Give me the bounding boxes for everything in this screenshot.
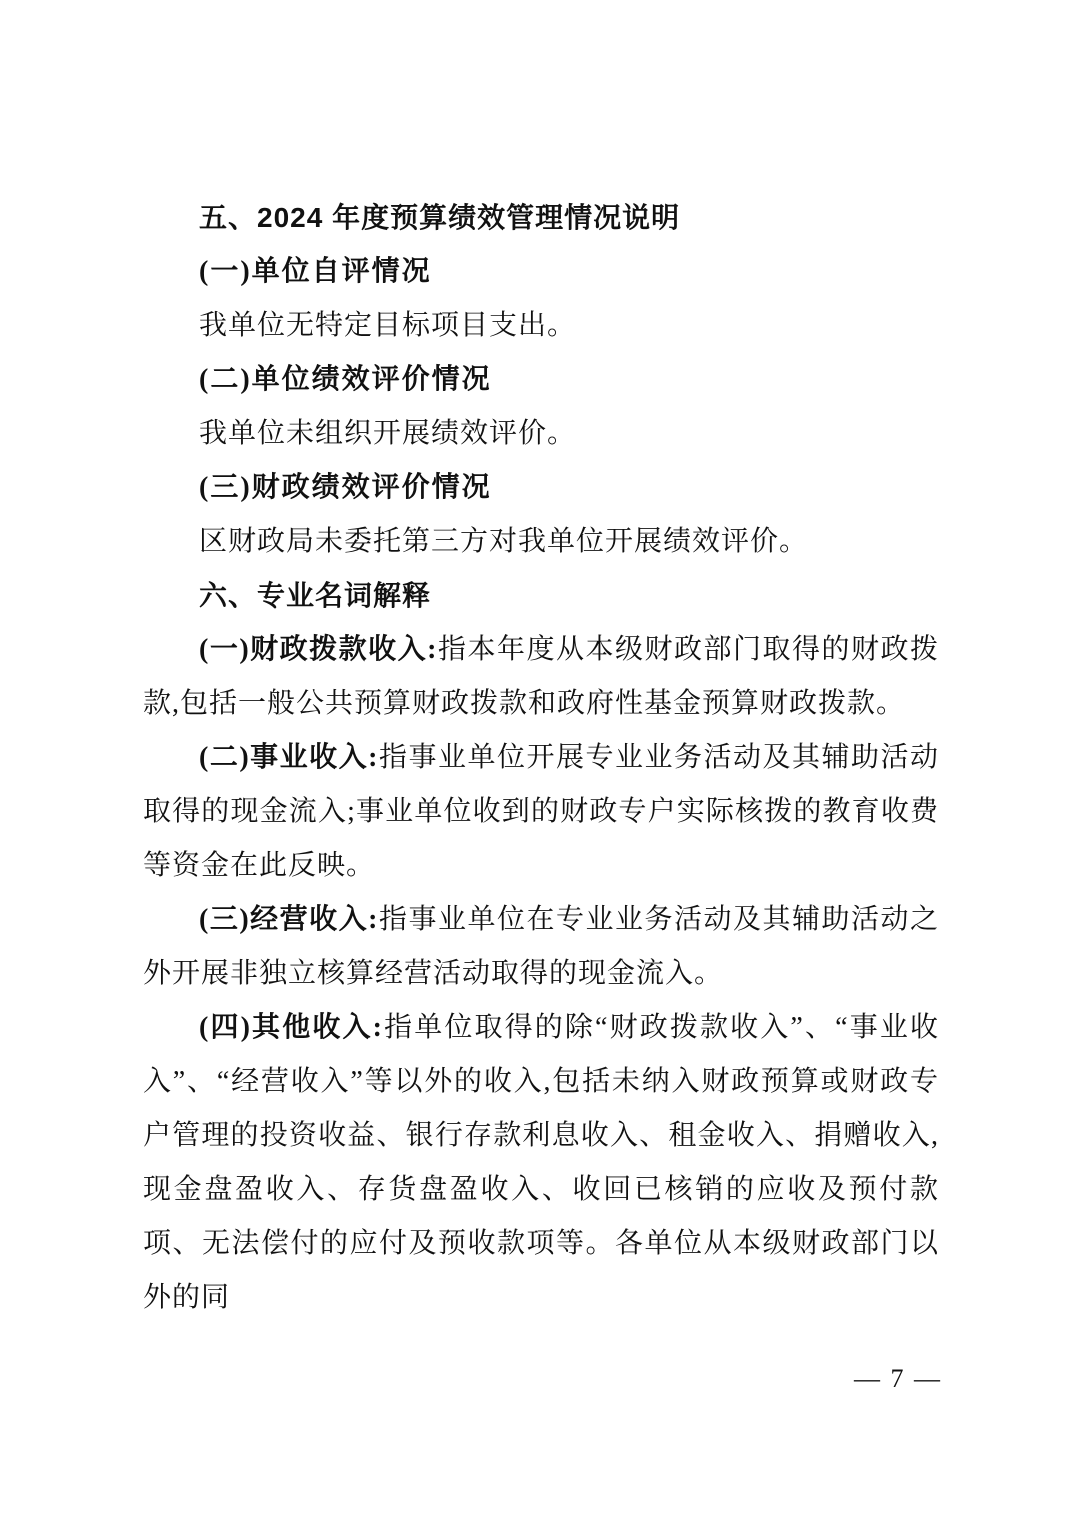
def-text-institutional-income: 指事业单位开展专业业务活动及其辅助活动取得的现金流入;事业单位收到的财政专户实际核拨的教育收费等资金在此反映。 [143,742,939,881]
heading-terminology-explanation: 六、专业名词解释 [199,580,432,611]
page-number: — 7 — [854,1364,942,1393]
def-business-income [143,893,939,1001]
def-term-business-income: (三)经营收入: [199,904,379,935]
def-institutional-income [143,731,939,893]
document-body [143,191,939,1325]
para-unit-performance-evaluation: 我单位未组织开展绩效评价。 [199,418,577,449]
subheading-unit-performance-evaluation: (二)单位绩效评价情况 [199,364,492,395]
heading-budget-performance-management: 五、2024 年度预算绩效管理情况说明 [199,202,681,233]
def-term-fiscal-appropriation-income: (一)财政拨款收入: [199,634,438,665]
def-text-other-income: 指单位取得的除“财政拨款收入”、“事业收入”、“经营收入”等以外的收入,包括未纳入财政预算或财政专户管理的投资收益、银行存款利息收入、租金收入、捐赠收入,现金盘盈收入、存货盘盈收入、收回已核销的应收及预付款项、无法偿付的应付及预收款项等。各单位从本级财政部门以外的同 [143,1012,939,1313]
def-text-business-income: 指事业单位在专业业务活动及其辅助活动之外开展非独立核算经营活动取得的现金流入。 [143,904,939,989]
def-term-other-income: (四)其他收入: [199,1012,383,1043]
subheading-fiscal-performance-evaluation: (三)财政绩效评价情况 [199,472,492,503]
def-other-income [143,1001,939,1325]
para-unit-self-evaluation: 我单位无特定目标项目支出。 [199,310,577,341]
para-fiscal-performance-evaluation: 区财政局未委托第三方对我单位开展绩效评价。 [199,526,809,557]
def-term-institutional-income: (二)事业收入: [199,742,379,773]
subheading-unit-self-evaluation: (一)单位自评情况 [199,256,432,287]
def-text-fiscal-appropriation-income: 指本年度从本级财政部门取得的财政拨款,包括一般公共预算财政拨款和政府性基金预算财政拨款。 [143,634,939,719]
def-fiscal-appropriation-income [143,623,939,731]
